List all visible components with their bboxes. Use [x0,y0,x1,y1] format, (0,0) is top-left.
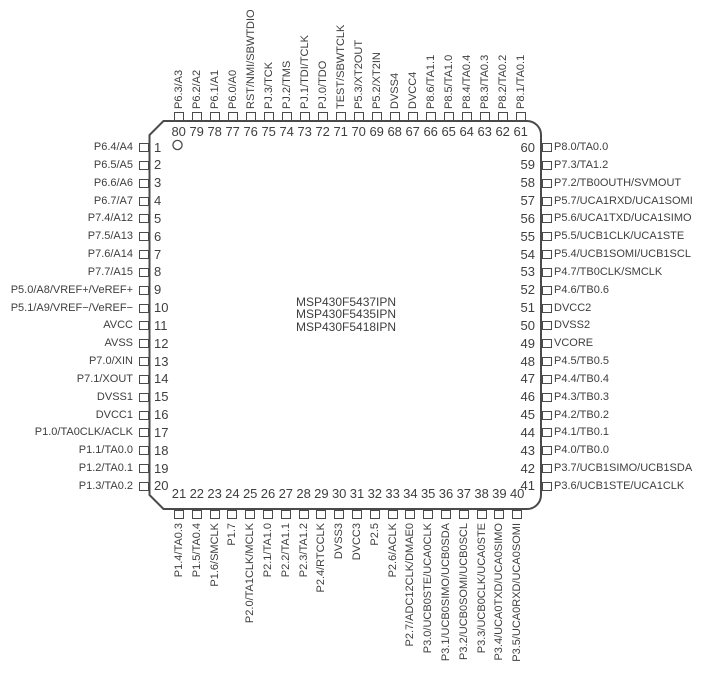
pin-square-6 [139,232,149,241]
pin-square-10 [139,304,149,313]
pin-square-52 [542,286,552,295]
pin-square-58 [542,179,552,188]
pin-square-63 [480,112,490,122]
pin-square-33 [388,510,398,520]
part-numbers [296,296,396,333]
pin-number-22: 22 [189,486,205,501]
pin-label-57: P5.7/UCA1RXD/UCA1SOMI [554,194,693,207]
pin-label-72: PJ.0/TDO [316,60,329,109]
pin-square-5 [139,214,149,223]
pin-square-13 [139,357,149,366]
pin-label-14: P7.1/XOUT [76,372,133,385]
pin-number-47: 47 [520,371,535,387]
pin-label-36: P3.1/UCB0SIMO/UCB0SDA [440,523,452,662]
pin-number-8: 8 [154,264,162,280]
pin-number-31: 31 [349,486,365,501]
pin-square-64 [462,112,472,122]
pin-number-67: 67 [405,123,420,139]
pin-square-43 [542,446,552,455]
pin-square-16 [139,411,149,420]
pin-label-15: DVSS1 [96,390,133,403]
pin-label-19: P1.2/TA0.1 [78,462,133,475]
pin-number-37: 37 [456,486,472,501]
pin-square-19 [139,464,149,473]
pin-number-59: 59 [520,157,535,173]
pin-label-79: P6.2/A2 [190,69,203,109]
pin-square-11 [139,321,149,330]
pin-label-3: P6.6/A6 [93,176,133,189]
part-number-line2: MSP430F5435IPN [296,307,397,322]
pin-number-1: 1 [154,139,162,155]
pin-label-49: VCORE [554,337,594,350]
pin-number-40: 40 [509,486,525,501]
pin-square-18 [139,446,149,455]
pin-number-26: 26 [260,486,276,501]
pin-label-13: P7.0/XIN [88,355,133,368]
pin-square-53 [542,268,552,277]
pin-number-35: 35 [420,486,436,501]
pin-number-63: 63 [477,123,492,139]
pin-number-16: 16 [154,407,169,423]
pin-number-23: 23 [207,486,222,501]
pin-number-66: 66 [423,123,438,139]
pin-square-35 [423,510,433,520]
pin-number-32: 32 [367,486,383,501]
pin-square-46 [542,393,552,402]
pin-number-3: 3 [154,175,162,191]
pin-number-33: 33 [385,486,400,501]
pin-square-74 [282,112,292,122]
pin-label-43: P4.0/TB0.0 [554,444,610,457]
pin-label-11: AVCC [103,319,133,332]
pin-number-41: 41 [520,478,535,494]
pin-square-54 [542,250,552,259]
pin-label-52: P4.6/TB0.6 [554,283,610,296]
pin-square-59 [542,161,552,170]
pin-label-69: P5.2/XT2IN [370,52,383,109]
pin-label-64: P8.4/TA0.4 [460,54,473,109]
pin-square-56 [542,214,552,223]
pin-number-28: 28 [296,486,311,501]
pin-number-38: 38 [474,486,489,501]
pin-label-55: P5.5/UCB1CLK/UCA1STE [554,230,685,243]
part-number-line3: MSP430F5418IPN [296,319,397,334]
pin-number-5: 5 [154,210,162,226]
pin-label-45: P4.2/TB0.2 [554,408,610,421]
pin-square-67 [408,112,418,122]
pin-label-5: P7.4/A12 [87,212,133,225]
pin-number-12: 12 [154,335,169,351]
pin-square-36 [441,510,451,520]
pin-number-49: 49 [520,335,535,351]
pin-square-7 [139,250,149,259]
pin-number-24: 24 [225,486,240,501]
pin-square-71 [336,112,346,122]
pin-label-18: P1.1/TA0.0 [78,444,133,457]
pin-number-14: 14 [154,371,169,387]
pin-label-35: P3.0/UCB0STE/UCA0CLK [422,523,435,654]
pin-square-51 [542,304,552,313]
pin-number-55: 55 [520,228,535,244]
pin-number-42: 42 [520,460,535,476]
pin-label-65: P8.5/TA1.0 [442,54,455,109]
pin-label-6: P7.5/A13 [87,230,133,243]
pin-number-46: 46 [520,389,535,405]
pin-number-11: 11 [154,317,168,333]
pin-label-44: P4.1/TB0.1 [554,426,610,439]
pin-square-79 [192,112,202,122]
pin-number-36: 36 [438,486,454,501]
pin-label-24: P1.7 [226,523,239,546]
pin-square-77 [228,112,238,122]
pin-square-31 [352,510,362,520]
pin-label-40: P3.5/UCA0RXD/UCA0SOMI [511,523,524,662]
pin-square-24 [227,510,237,520]
pin-number-60: 60 [520,139,535,155]
pin-number-18: 18 [154,442,169,458]
pin-square-50 [542,321,552,330]
pin-label-78: P6.1/A1 [208,69,221,109]
pin-number-4: 4 [154,193,162,209]
pin-label-53: P4.7/TB0CLK/SMCLK [554,265,663,278]
pin-square-70 [354,112,364,122]
pin-label-51: DVCC2 [554,301,592,314]
pin-label-16: DVCC1 [95,408,133,421]
pin-square-38 [477,510,487,520]
pin-label-4: P6.7/A7 [93,194,133,207]
pin-square-62 [498,112,508,122]
pin-label-2: P6.5/A5 [93,158,133,171]
pin-square-3 [139,179,149,188]
pin-square-69 [372,112,382,122]
pin-square-72 [318,112,328,122]
pin-square-41 [542,482,552,491]
pin-square-65 [444,112,454,122]
pin-square-75 [264,112,274,122]
pin-number-75: 75 [261,123,276,139]
pin-label-8: P7.7/A15 [87,265,133,278]
pin-label-28: P2.3/TA1.2 [297,523,310,578]
pin-square-37 [459,510,469,520]
pin-square-29 [316,510,326,520]
pin-number-10: 10 [154,300,169,316]
pin-label-34: P2.7/ADC12CLK/DMAE0 [404,523,417,647]
pin-square-28 [299,510,309,520]
pin-square-78 [210,112,220,122]
pin-square-49 [542,339,552,348]
pin-square-17 [139,428,149,437]
pin-label-9: P5.0/A8/VREF+/VeREF+ [10,283,133,296]
pin-label-32: P2.5 [368,523,381,546]
pin-number-72: 72 [315,123,330,139]
pin-square-22 [192,510,202,520]
pin-square-21 [174,510,184,520]
pin-number-58: 58 [520,175,535,191]
pin-square-47 [542,375,552,384]
pin-number-19: 19 [154,460,169,476]
pin-number-17: 17 [154,424,169,440]
pin-label-58: P7.2/TB0OUTH/SVMOUT [554,176,682,189]
pin-number-64: 64 [459,123,474,139]
pin-label-17: P1.0/TA0CLK/ACLK [34,426,133,439]
pin-square-66 [426,112,436,122]
pin-square-68 [390,112,400,122]
pin-square-34 [405,510,415,520]
pin-number-51: 51 [520,300,535,316]
pin-number-74: 74 [279,123,294,139]
pin-number-54: 54 [520,246,535,262]
pin-square-60 [542,143,552,152]
pin-label-29: P2.4/RTCCLK [315,523,328,593]
pin-label-50: DVSS2 [554,319,591,332]
pin-label-25: P2.0/TA1CLK/MCLK [244,523,257,624]
pin-label-12: AVSS [104,337,133,350]
pin-label-27: P2.2/TA1.1 [279,523,292,578]
pin-label-26: P2.1/TA1.0 [262,523,274,578]
pin-square-20 [139,482,149,491]
pin-square-25 [245,510,255,520]
pin-number-56: 56 [520,210,535,226]
pin-number-73: 73 [297,123,312,139]
pin-label-71: TEST/SBWTCLK [334,24,347,109]
pin-label-70: P5.3/XT2OUT [352,39,365,109]
pin-number-15: 15 [154,389,169,405]
pin-label-73: PJ.1/TDI/TCLK [298,35,311,109]
pin-number-9: 9 [154,282,162,298]
pin-label-60: P8.0/TA0.0 [554,141,609,153]
pin-label-20: P1.3/TA0.2 [78,479,133,492]
pin-number-13: 13 [154,353,169,369]
pin-number-68: 68 [387,123,402,139]
pin-square-32 [370,510,380,520]
pin-number-43: 43 [520,442,535,458]
pin-number-45: 45 [520,407,535,423]
pin-label-56: P5.6/UCA1TXD/UCA1SIMO [554,212,692,225]
pin-number-2: 2 [154,157,162,173]
pin-square-2 [139,161,149,170]
pin-square-61 [516,112,526,122]
pin-number-21: 21 [171,486,187,501]
pin-label-10: P5.1/A9/VREF−/VeREF− [10,301,133,314]
pin-square-73 [300,112,310,122]
pin-label-46: P4.3/TB0.3 [554,390,610,403]
part-number-line1: MSP430F5437IPN [296,295,397,309]
pin-label-77: P6.0/A0 [226,69,239,109]
pin-number-48: 48 [520,353,535,369]
pin-square-14 [139,375,149,384]
pin-label-23: P1.6/SMCLK [208,523,221,587]
pin-square-4 [139,197,149,206]
pin-number-39: 39 [492,486,507,501]
pin-square-9 [139,286,149,295]
pin-number-20: 20 [154,478,169,494]
pin-label-42: P3.7/UCB1SIMO/UCB1SDA [554,462,693,475]
pin-square-55 [542,232,552,241]
pin-label-39: P3.4/UCA0TXD/UCA0SIMO [493,523,506,661]
pin-number-27: 27 [278,486,294,501]
pin-number-34: 34 [403,486,418,501]
pin-number-61: 61 [513,123,528,139]
pin-label-67: DVCC4 [406,71,419,109]
pin-label-21: P1.4/TA0.3 [173,523,185,578]
pin-label-41: P3.6/UCB1STE/UCA1CLK [554,479,685,492]
pin-label-68: DVSS4 [388,72,401,109]
pin-square-45 [542,411,552,420]
pin-label-61: P8.1/TA0.1 [514,54,527,109]
pin-number-25: 25 [242,486,258,501]
pin-number-50: 50 [520,317,535,333]
pin-square-27 [281,510,291,520]
pin-number-52: 52 [520,282,535,298]
pin-number-70: 70 [351,123,366,139]
pin-label-59: P7.3/TA1.2 [554,158,609,171]
pin-number-6: 6 [154,228,162,244]
pin-label-48: P4.5/TB0.5 [554,355,610,368]
pin-label-63: P8.3/TA0.3 [478,54,491,109]
pin-square-1 [139,143,149,152]
pin-number-69: 69 [369,123,384,139]
pin-label-31: DVCC3 [351,523,363,561]
pin-number-78: 78 [207,123,222,139]
pin-square-8 [139,268,149,277]
pin-square-23 [210,510,220,520]
pin-number-76: 76 [243,123,258,139]
pin-number-62: 62 [495,123,510,139]
pin-label-74: PJ.2/TMS [280,60,293,109]
pin-square-15 [139,393,149,402]
pin-number-53: 53 [520,264,535,280]
pin-number-30: 30 [331,486,347,501]
pin-number-57: 57 [520,193,535,209]
pin-square-80 [174,112,184,122]
pin-square-12 [139,339,149,348]
pin-square-26 [263,510,273,520]
pin-label-62: P8.2/TA0.2 [496,54,509,109]
pin-number-44: 44 [520,424,535,440]
pin-square-30 [334,510,344,520]
pin-square-44 [542,428,552,437]
pin-square-57 [542,197,552,206]
pin-number-71: 71 [333,123,348,139]
pin-square-40 [512,510,522,520]
pin-square-42 [542,464,552,473]
pin-label-1: P6.4/A4 [93,141,133,153]
pin-number-29: 29 [314,486,329,501]
pin-label-76: RST/NMI/SBWTDIO [244,9,257,109]
pin-label-80: P6.3/A3 [172,69,185,109]
pin-label-75: PJ.3/TCK [262,61,275,109]
pin-number-80: 80 [171,123,186,139]
pin-square-39 [494,510,504,520]
pin-label-30: DVSS3 [333,523,346,560]
pin-label-66: P8.6/TA1.1 [424,54,437,109]
pin-label-54: P5.4/UCB1SOMI/UCB1SCL [554,248,691,261]
pin-number-79: 79 [189,123,204,139]
pin-label-7: P7.6/A14 [87,248,133,261]
pin-number-65: 65 [441,123,456,139]
pin-square-76 [246,112,256,122]
pin-label-33: P2.6/ACLK [386,523,399,578]
pin-number-7: 7 [154,246,162,262]
pin-number-77: 77 [225,123,240,139]
pin-square-48 [542,357,552,366]
pin-label-38: P3.3/UCB0CLK/UCA0STE [475,523,488,654]
pin-label-47: P4.4/TB0.4 [554,372,610,385]
pin-label-37: P3.2/UCB0SOMI/UCB0SCL [457,523,470,660]
pin-label-22: P1.5/TA0.4 [190,523,203,578]
